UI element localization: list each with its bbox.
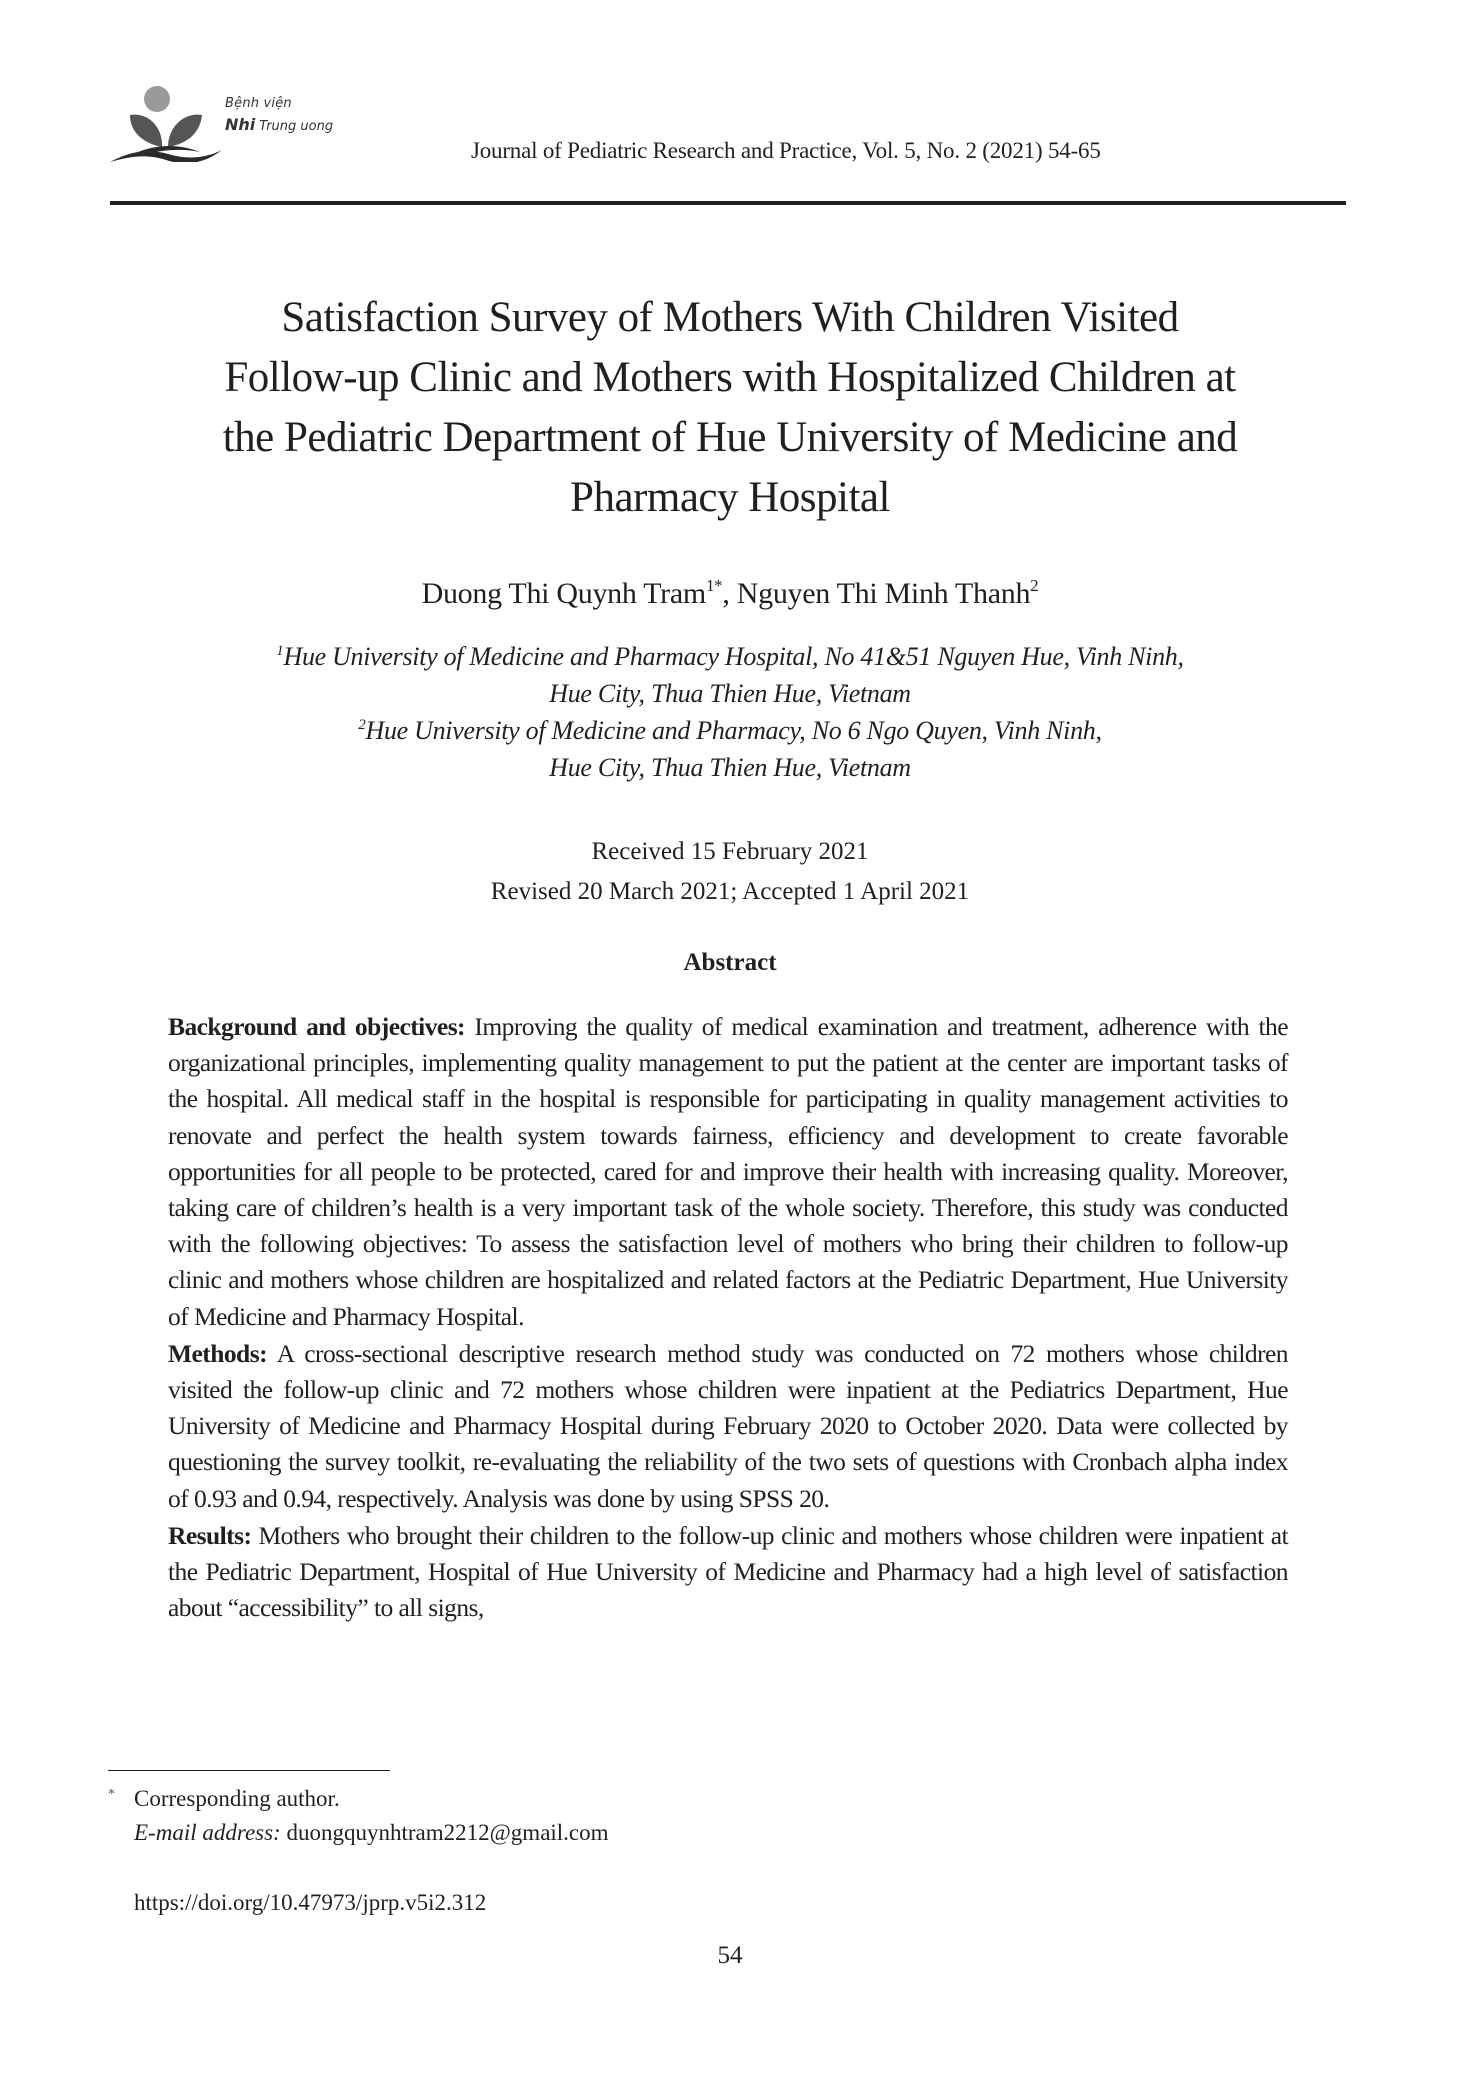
footnote-marker: * — [108, 1787, 115, 1802]
email-address-link[interactable]: duongquynhtram2212@gmail.com — [280, 1820, 609, 1845]
author-list — [180, 577, 1280, 611]
title-line: the Pediatric Department of Hue University of Medicine and — [222, 414, 1238, 461]
article-dates — [300, 832, 1160, 912]
author-separator: , — [722, 577, 737, 610]
abstract-results — [168, 1518, 1288, 1627]
section-text: A cross-sectional descriptive research method study was conducted on 72 mothers whose children visited the follow-up clinic and 72 mothers whose children were inpatient at the Pediatrics Department, Hue University of Medicine and Pharmacy Hospital during February 2020 to October 2020. Data were collected by questioning the survey toolkit, re-evaluating the reliability of the two sets of questions with Cronbach alpha index of 0.93 and 0.94, respectively. Analysis was done by using SPSS 20. — [168, 1338, 1288, 1513]
logo-text-benh-vien: Bệnh viện — [225, 96, 292, 111]
affiliations — [150, 638, 1310, 786]
affiliation-line: Hue University of Medicine and Pharmacy Hospital, No 41&51 Nguyen Hue, Vinh Ninh, — [283, 642, 1184, 671]
title-line: Pharmacy Hospital — [570, 474, 890, 521]
author-superscript: 2 — [1030, 576, 1039, 595]
abstract-methods — [168, 1336, 1288, 1517]
section-text: Mothers who brought their children to the follow-up clinic and mothers whose children were inpatient at the Pediatric Department, Hospital of Hue University of Medicine and Pharmacy had a high level of satisfaction about “accessibility” to all signs, — [168, 1520, 1288, 1623]
section-label: Background and objectives: — [168, 1012, 466, 1041]
header-divider — [110, 201, 1346, 205]
author-superscript: 1* — [705, 576, 723, 595]
email-label: E-mail address: — [134, 1820, 281, 1845]
footnote-divider — [108, 1770, 390, 1771]
received-date: Received 15 February 2021 — [591, 838, 869, 865]
affiliation-line: Hue City, Thua Thien Hue, Vietnam — [549, 753, 911, 782]
footnote — [108, 1782, 609, 1850]
lotus-logo-icon — [108, 82, 223, 162]
title-line: Follow-up Clinic and Mothers with Hospitalized Children at — [224, 354, 1236, 401]
abstract-background — [168, 1009, 1288, 1335]
logo-text-nhi: Nhi — [225, 115, 256, 134]
section-label: Methods: — [168, 1338, 268, 1368]
affiliation-2 — [150, 712, 1310, 749]
section-label: Results: — [168, 1520, 252, 1550]
page-number: 54 — [717, 1942, 743, 1969]
journal-citation: Journal of Pediatric Research and Practice, Vol. 5, No. 2 (2021) 54-65 — [471, 138, 1101, 163]
hospital-logo — [108, 82, 368, 162]
title-line: Satisfaction Survey of Mothers With Children Visited — [281, 294, 1179, 341]
affiliation-line: Hue City, Thua Thien Hue, Vietnam — [549, 679, 911, 708]
article-title — [100, 288, 1360, 528]
affiliation-superscript: 2 — [358, 717, 366, 733]
doi-link[interactable]: https://doi.org/10.47973/jprp.v5i2.312 — [134, 1890, 487, 1915]
email-line — [134, 1816, 609, 1850]
logo-text-nhi-trung-uong — [225, 115, 333, 134]
abstract-heading: Abstract — [683, 949, 777, 976]
corresponding-author-note: Corresponding author. — [134, 1786, 340, 1811]
section-text: Improving the quality of medical examination and treatment, adherence with the organizational principles, implementing quality management to put the patient at the center are important tasks of the hospital. All medical staff in the hospital is responsible for participating in quality management activities to renovate and perfect the health system towards fairness, efficiency and development to create favorable opportunities for all people to be protected, cared for and improve their health with increasing quality. Moreover, taking care of children’s health is a very important task of the whole society. Therefore, this study was conducted with the following objectives: To assess the satisfaction level of mothers who bring their children to follow-up clinic and mothers whose children are hospitalized and related factors at the Pediatric Department, Hue University of Medicine and Pharmacy Hospital. — [168, 1012, 1288, 1331]
author-name: Duong Thi Quynh Tram — [421, 577, 706, 610]
affiliation-superscript: 1 — [276, 643, 284, 659]
affiliation-1 — [150, 638, 1310, 675]
revised-accepted-date: Revised 20 March 2021; Accepted 1 April 2021 — [490, 878, 970, 905]
logo-text-trung-uong: Trung uong — [259, 119, 334, 134]
author-name: Nguyen Thi Minh Thanh — [736, 577, 1031, 610]
abstract-body — [168, 1009, 1288, 1627]
affiliation-line: Hue University of Medicine and Pharmacy, No 6 Ngo Quyen, Vinh Ninh, — [365, 716, 1102, 745]
